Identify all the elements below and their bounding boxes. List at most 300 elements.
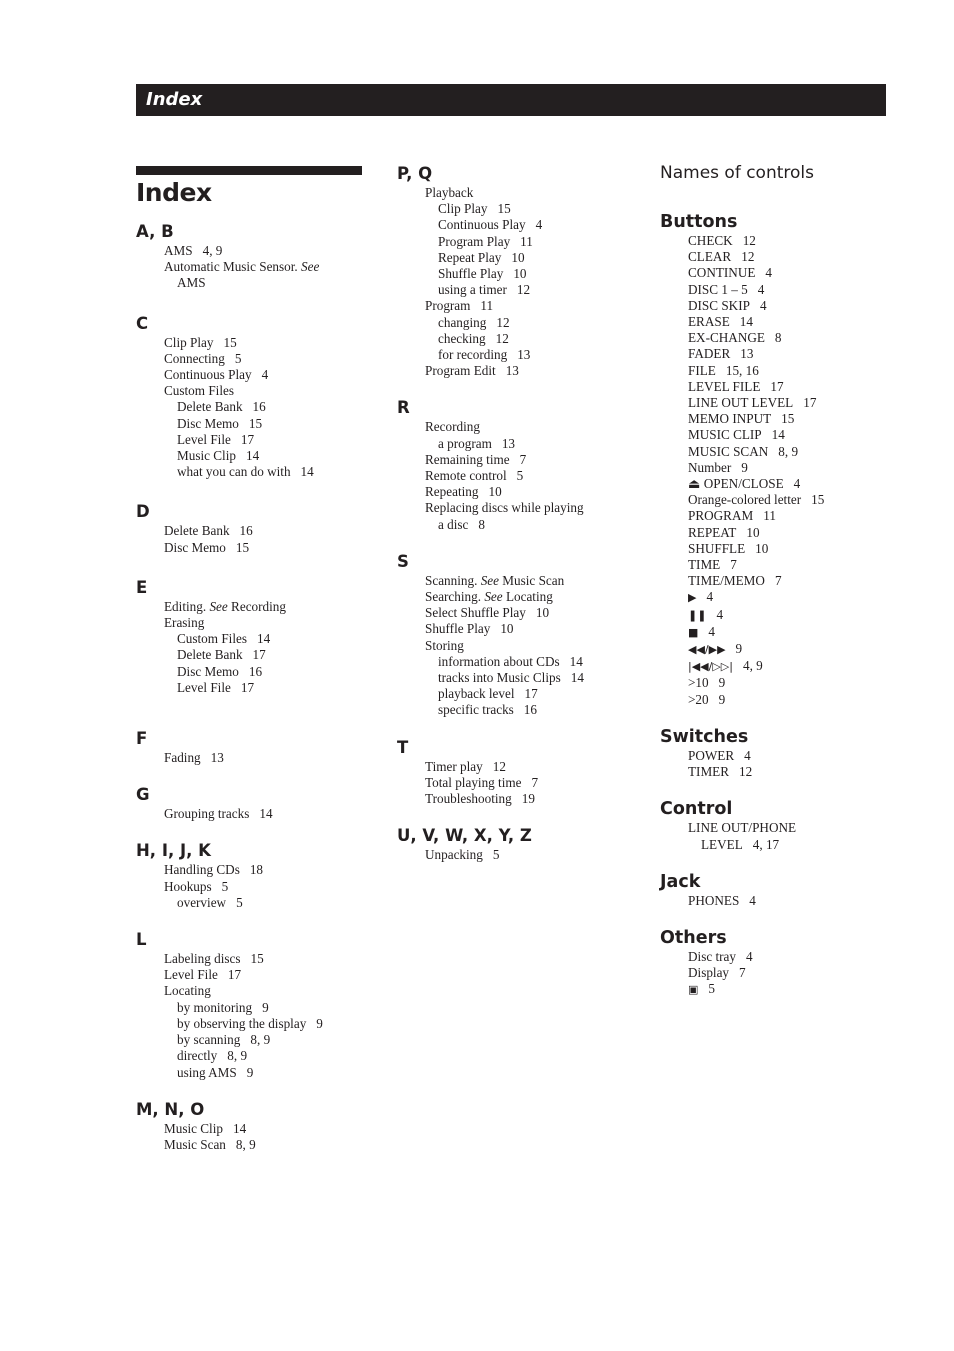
entry-term: directly <box>177 1048 218 1064</box>
page-numbers: 8 <box>478 516 485 532</box>
remote-sensor-icon: ▣ <box>688 983 699 997</box>
entry-term: a disc <box>438 516 469 532</box>
control-entry <box>660 557 890 573</box>
control-entry <box>660 589 890 606</box>
entry-term: Delete Bank <box>177 399 243 415</box>
entry-term: AMS <box>177 275 206 291</box>
entry-term: Music Clip <box>164 1120 223 1136</box>
page-numbers: 13 <box>505 363 519 379</box>
entry-term: Shuffle Play <box>438 266 504 282</box>
rewind-fastforward-icon: ◀◀/▶▶ <box>688 643 726 657</box>
page-numbers: 8, 9 <box>227 1048 248 1064</box>
entry-term: Troubleshooting <box>425 791 512 807</box>
see-target: Locating <box>505 589 553 605</box>
page-numbers: 4 <box>716 606 724 622</box>
index-entry <box>397 500 627 516</box>
control-entry <box>660 460 890 476</box>
control-entry <box>660 411 890 427</box>
page-numbers: 10 <box>511 249 525 265</box>
control-name: SHUFFLE <box>688 540 746 556</box>
entry-term: Continuous Play <box>164 367 252 383</box>
control-entry <box>660 427 890 443</box>
section-letter: E <box>136 577 148 597</box>
control-name: FADER <box>688 346 731 362</box>
col1-sections <box>136 221 362 1153</box>
section-letter: S <box>397 551 409 571</box>
page-numbers: 15 <box>781 411 795 427</box>
control-name: PROGRAM <box>688 508 754 524</box>
page-numbers: 15 <box>250 951 264 967</box>
index-entry <box>136 1000 362 1016</box>
page-numbers: 15 <box>811 492 825 508</box>
section-letter: H, I, J, K <box>136 841 211 861</box>
group-heading: Control <box>660 799 733 820</box>
index-entry <box>136 1137 362 1153</box>
page-numbers: 13 <box>501 435 516 451</box>
header-bar <box>136 84 886 116</box>
page-numbers: 9 <box>262 999 269 1015</box>
page-numbers: 4 <box>793 476 801 492</box>
entry-term: Total playing time <box>425 774 522 790</box>
control-name: TIME/MEMO <box>688 573 765 589</box>
control-entry <box>660 298 890 314</box>
entry-term: using a timer <box>438 282 507 298</box>
page-numbers: 5 <box>236 894 243 910</box>
index-section <box>397 551 627 719</box>
entry-term: Erasing <box>164 615 205 631</box>
entry-term: Custom Files <box>164 383 234 399</box>
index-entry <box>397 201 627 217</box>
control-name: ERASE <box>688 314 730 330</box>
stop-icon: ■ <box>688 625 699 639</box>
control-name: TIME <box>688 557 721 573</box>
control-name: PHONES <box>688 892 740 908</box>
entry-term: Delete Bank <box>177 647 243 663</box>
index-entry <box>136 967 362 983</box>
index-entry <box>136 399 362 415</box>
index-section <box>136 784 362 822</box>
index-entry <box>136 895 362 911</box>
index-entry <box>397 452 627 468</box>
controls-heading: Names of controls <box>660 163 814 183</box>
control-entry <box>660 525 890 541</box>
page-numbers: 14 <box>259 806 273 822</box>
index-entry <box>397 298 627 314</box>
entry-term: using AMS <box>177 1064 237 1080</box>
entry-term: tracks into Music Clips <box>438 670 561 686</box>
entry-term: Searching. <box>425 589 482 605</box>
index-entry <box>136 1032 362 1048</box>
index-section <box>136 577 362 696</box>
controls-group <box>660 927 890 999</box>
index-entry <box>397 331 627 347</box>
control-name: TIMER <box>688 764 730 780</box>
page-numbers: 12 <box>495 330 509 346</box>
see-reference: See <box>301 259 320 275</box>
index-entry <box>397 436 627 452</box>
entry-term: Music Clip <box>177 448 236 464</box>
page-numbers: 13 <box>740 346 754 362</box>
entry-term: Hookups <box>164 878 212 894</box>
entry-term: specific tracks <box>438 702 514 718</box>
index-entry <box>136 680 362 696</box>
controls-column <box>660 163 890 999</box>
index-entry <box>397 468 627 484</box>
index-entry <box>136 806 362 822</box>
control-name: >20 <box>688 691 709 707</box>
see-target: Music Scan <box>502 572 565 588</box>
controls-group <box>660 211 890 708</box>
control-entry <box>660 444 890 460</box>
page-numbers: 15 <box>497 201 511 217</box>
page-numbers: 16 <box>239 523 253 539</box>
index-entry <box>397 621 627 637</box>
index-entry <box>136 615 362 631</box>
page-numbers: 17 <box>770 378 784 394</box>
control-name: LEVEL <box>701 836 743 852</box>
page-numbers: 9 <box>246 1064 254 1080</box>
control-name: Disc tray <box>688 948 736 964</box>
control-entry <box>660 641 890 658</box>
control-name: CONTINUE <box>688 265 756 281</box>
control-entry <box>660 949 890 965</box>
control-entry <box>660 981 890 998</box>
control-entry <box>660 965 890 981</box>
page-numbers: 8 <box>774 330 782 346</box>
index-entry <box>136 631 362 647</box>
page-numbers: 16 <box>523 702 537 718</box>
group-heading: Jack <box>660 871 701 892</box>
pause-icon: ❚❚ <box>688 608 707 622</box>
section-letter: D <box>136 502 150 522</box>
index-entry <box>136 335 362 351</box>
page-numbers: 12 <box>516 282 531 298</box>
control-entry <box>660 607 890 624</box>
index-section <box>397 825 627 863</box>
entry-term: checking <box>438 330 486 346</box>
section-letter: F <box>136 729 148 749</box>
control-name: CLEAR <box>688 249 732 265</box>
index-entry <box>136 432 362 448</box>
page-numbers: 4 <box>708 623 715 639</box>
index-entry <box>136 448 362 464</box>
index-entry <box>397 847 627 863</box>
page-numbers: 4, 17 <box>752 836 780 852</box>
index-entry <box>136 1048 362 1064</box>
control-entry <box>660 265 890 281</box>
page-numbers: 14 <box>771 427 785 443</box>
index-entry <box>397 670 627 686</box>
page-numbers: 10 <box>755 540 769 556</box>
page-numbers: 9 <box>316 1015 323 1031</box>
index-entry <box>136 983 362 999</box>
entry-term: Handling CDs <box>164 862 240 878</box>
page-numbers: 5 <box>492 847 500 863</box>
header-label: Index <box>146 89 203 110</box>
index-entry <box>136 599 362 615</box>
skip-prev-next-icon: |◀◀/▷▷| <box>688 660 733 674</box>
control-entry <box>660 624 890 641</box>
index-entry <box>397 234 627 250</box>
index-entry <box>397 282 627 298</box>
entry-term: information about CDs <box>438 653 560 669</box>
control-name: MEMO INPUT <box>688 411 772 427</box>
page-numbers: 13 <box>210 750 224 766</box>
controls-group <box>660 871 890 909</box>
page-numbers: 9 <box>735 641 743 657</box>
entry-term: Disc Memo <box>177 415 239 431</box>
control-entry <box>660 379 890 395</box>
page-numbers: 4 <box>745 948 753 964</box>
see-target: Recording <box>231 598 286 614</box>
entry-term: overview <box>177 894 227 910</box>
index-entry <box>136 1016 362 1032</box>
control-entry <box>660 820 890 836</box>
index-entry <box>136 879 362 895</box>
page-title: Index <box>136 178 212 207</box>
page-numbers: 14 <box>739 314 753 330</box>
control-entry <box>660 249 890 265</box>
entry-term: Playback <box>425 185 474 200</box>
control-entry <box>660 492 890 508</box>
controls-group <box>660 726 890 780</box>
entry-term: Disc Memo <box>164 539 226 555</box>
page-numbers: 4 <box>749 892 756 908</box>
entry-term: Program Edit <box>425 363 496 379</box>
page-numbers: 17 <box>240 679 255 695</box>
page-numbers: 10 <box>535 605 550 621</box>
section-letter: M, N, O <box>136 1099 205 1119</box>
entry-term: Select Shuffle Play <box>425 605 526 621</box>
entry-term: Replacing discs while playing <box>425 500 584 516</box>
page-numbers: 9 <box>718 675 726 691</box>
section-letter: A, B <box>136 222 174 241</box>
page-numbers: 10 <box>488 484 502 500</box>
index-entry <box>397 791 627 807</box>
entry-term: Level File <box>177 679 231 695</box>
entry-term: Grouping tracks <box>164 806 250 822</box>
page-numbers: 5 <box>708 981 715 997</box>
page-numbers: 8, 9 <box>235 1136 256 1152</box>
see-reference: See <box>484 589 503 605</box>
page-numbers: 16 <box>248 663 263 679</box>
entry-term: Timer play <box>425 758 483 774</box>
index-entry <box>136 416 362 432</box>
control-name: DISC 1 – 5 <box>688 281 748 297</box>
col2-sections <box>397 163 627 864</box>
entry-term: by monitoring <box>177 999 253 1015</box>
entry-term: playback level <box>438 686 515 702</box>
page-numbers: 14 <box>232 1120 247 1136</box>
entry-term: Unpacking <box>425 847 483 863</box>
index-entry <box>136 1065 362 1081</box>
page-numbers: 15, 16 <box>725 362 759 378</box>
page-numbers: 12 <box>739 764 753 780</box>
control-entry <box>660 314 890 330</box>
index-entry <box>136 951 362 967</box>
index-entry <box>136 647 362 663</box>
entry-term: Clip Play <box>164 334 214 350</box>
entry-term: Level File <box>177 431 231 447</box>
page-numbers: 17 <box>227 967 242 983</box>
index-entry <box>397 686 627 702</box>
control-name: LINE OUT LEVEL <box>688 395 794 411</box>
page-numbers: 14 <box>245 448 260 464</box>
control-entry <box>660 748 890 764</box>
control-entry <box>660 692 890 708</box>
page-numbers: 4 <box>706 589 714 605</box>
page-numbers: 4 <box>757 281 765 297</box>
index-section <box>136 840 362 911</box>
index-entry <box>397 315 627 331</box>
group-heading: Buttons <box>660 212 738 232</box>
entry-term: Clip Play <box>438 201 488 217</box>
page-numbers: 15 <box>235 539 250 555</box>
entry-term: Repeat Play <box>438 249 502 265</box>
index-section <box>136 1099 362 1153</box>
control-entry <box>660 476 890 492</box>
page-numbers: 10 <box>746 524 760 540</box>
control-name: MUSIC SCAN <box>688 443 769 459</box>
section-letter: U, V, W, X, Y, Z <box>397 826 532 846</box>
controls-group <box>660 798 890 852</box>
play-icon: ▶ <box>688 591 697 605</box>
page-numbers: 4 <box>261 367 269 383</box>
index-section <box>397 163 627 379</box>
entry-term: AMS <box>164 243 193 258</box>
see-reference: See <box>480 572 499 588</box>
index-entry <box>397 217 627 233</box>
control-name: FILE <box>688 362 716 378</box>
entry-term: by observing the display <box>177 1015 307 1031</box>
index-entry <box>136 243 362 259</box>
control-name: >10 <box>688 675 709 691</box>
page-numbers: 14 <box>570 670 584 686</box>
entry-term: by scanning <box>177 1032 241 1048</box>
page-numbers: 7 <box>519 451 527 467</box>
index-section <box>136 313 362 481</box>
index-section <box>136 728 362 766</box>
page-numbers: 5 <box>221 878 229 894</box>
see-reference: See <box>209 598 228 614</box>
section-letter: R <box>397 398 410 418</box>
page-numbers: 9 <box>718 691 726 707</box>
entry-term: Music Scan <box>164 1136 226 1152</box>
control-entry <box>660 363 890 379</box>
entry-term: Shuffle Play <box>425 621 491 637</box>
index-section <box>136 501 362 555</box>
control-entry <box>660 346 890 362</box>
page-numbers: 19 <box>521 791 535 807</box>
page-numbers: 7 <box>739 965 746 981</box>
section-letter: P, Q <box>397 164 433 183</box>
page-numbers: 12 <box>492 758 506 774</box>
entry-term: Continuous Play <box>438 217 526 233</box>
control-name: POWER <box>688 747 735 763</box>
page-numbers: 17 <box>252 647 266 663</box>
entry-term: Remaining time <box>425 451 510 467</box>
controls-groups <box>660 211 890 999</box>
entry-term: Labeling discs <box>164 951 241 967</box>
page-numbers: 17 <box>803 395 817 411</box>
page-numbers: 17 <box>524 686 538 702</box>
page-numbers: 5 <box>516 468 524 484</box>
control-name: EX-CHANGE <box>688 330 765 346</box>
control-entry <box>660 837 890 853</box>
title-rule <box>136 166 362 175</box>
index-entry <box>136 383 362 399</box>
index-entry <box>397 589 627 605</box>
page-numbers: 7 <box>531 774 539 790</box>
index-entry <box>136 259 362 275</box>
control-name: LINE OUT/PHONE <box>688 820 797 836</box>
page-numbers: 9 <box>741 459 748 475</box>
entry-term: Editing. <box>164 598 207 614</box>
control-entry <box>660 395 890 411</box>
group-heading: Switches <box>660 726 749 747</box>
index-entry <box>397 702 627 718</box>
index-entry <box>397 654 627 670</box>
page-numbers: 4, 9 <box>742 658 763 674</box>
control-name: REPEAT <box>688 524 737 540</box>
control-name: MUSIC CLIP <box>688 427 762 443</box>
group-heading: Others <box>660 927 727 948</box>
index-entry <box>397 363 627 379</box>
control-entry <box>660 233 890 249</box>
index-entry <box>397 759 627 775</box>
control-entry <box>660 573 890 589</box>
page-numbers: 8, 9 <box>250 1032 271 1048</box>
entry-term: Level File <box>164 967 218 983</box>
entry-term: Remote control <box>425 468 507 484</box>
entry-term: Locating <box>164 983 211 999</box>
entry-term: Custom Files <box>177 631 247 647</box>
page-numbers: 15 <box>223 334 237 350</box>
section-letter: G <box>136 785 150 805</box>
entry-term: Recording <box>425 419 480 435</box>
page-numbers: 13 <box>517 347 531 363</box>
entry-term: Repeating <box>425 484 479 500</box>
entry-term: Scanning. <box>425 572 478 588</box>
control-entry <box>660 282 890 298</box>
index-entry <box>136 750 362 766</box>
index-entry <box>136 523 362 539</box>
index-column-1 <box>136 166 362 1153</box>
control-entry <box>660 893 890 909</box>
page-numbers: 17 <box>240 431 255 447</box>
page-numbers: 11 <box>763 508 776 524</box>
control-name: Number <box>688 459 732 475</box>
index-section <box>397 737 627 808</box>
page-numbers: 4 <box>759 297 767 313</box>
control-entry <box>660 764 890 780</box>
page-numbers: 18 <box>249 862 264 878</box>
index-entry <box>136 351 362 367</box>
control-entry <box>660 541 890 557</box>
index-entry <box>136 1121 362 1137</box>
entry-term: Program Play <box>438 233 511 249</box>
entry-term: what you can do with <box>177 464 291 480</box>
control-entry <box>660 508 890 524</box>
index-entry <box>397 419 627 435</box>
control-entry <box>660 658 890 675</box>
page-numbers: 14 <box>569 653 583 669</box>
index-entry <box>397 347 627 363</box>
index-entry <box>397 484 627 500</box>
index-entry <box>136 275 362 291</box>
page-numbers: 11 <box>520 233 533 249</box>
page-numbers: 14 <box>256 631 271 647</box>
